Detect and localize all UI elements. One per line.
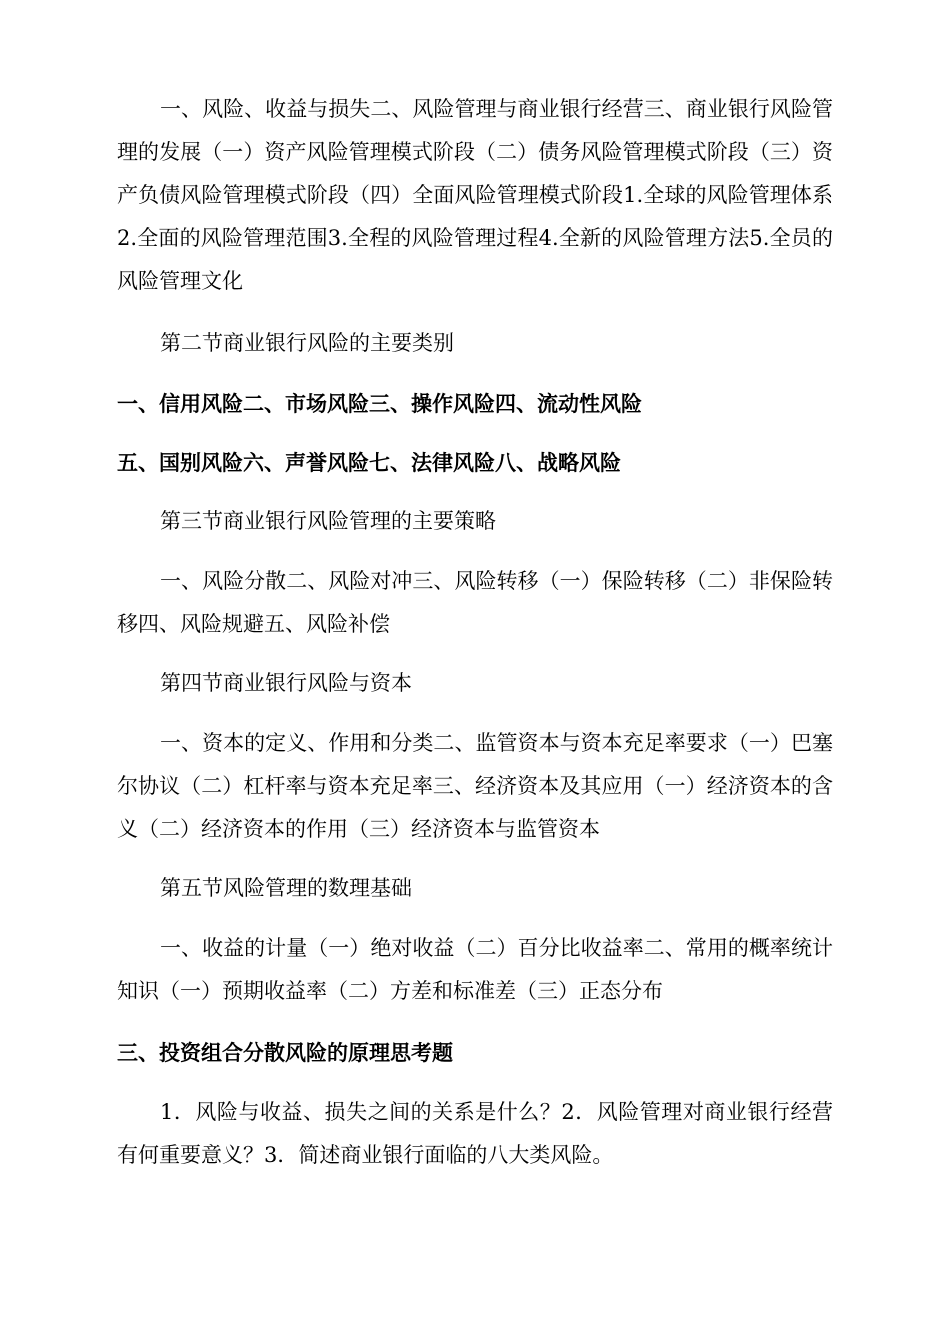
section-heading-2: 第二节商业银行风险的主要类别	[160, 331, 454, 355]
bold-list-risk-types-1: 一、信用风险二、市场风险三、操作风险四、流动性风险	[117, 391, 642, 416]
paragraph-review-questions: 1．风险与收益、损失之间的关系是什么？2．风险管理对商业银行经营有何重要意义？3．简述商业银行面临的八大类风险。	[117, 1100, 833, 1167]
paragraph-quantitative-basics: 一、收益的计量（一）绝对收益（二）百分比收益率二、常用的概率统计知识（一）预期收益率（二）方差和标准差（三）正态分布	[117, 936, 833, 1003]
bold-heading-portfolio-questions: 三、投资组合分散风险的原理思考题	[117, 1040, 453, 1065]
bold-list-risk-types-2: 五、国别风险六、声誉风险七、法律风险八、战略风险	[117, 450, 621, 475]
paragraph-capital: 一、资本的定义、作用和分类二、监管资本与资本充足率要求（一）巴塞尔协议（二）杠杆率与资本充足率三、经济资本及其应用（一）经济资本的含义（二）经济资本的作用（三）经济资本与监管资本	[117, 731, 833, 841]
section-heading-3: 第三节商业银行风险管理的主要策略	[160, 509, 496, 533]
paragraph-risk-strategies: 一、风险分散二、风险对冲三、风险转移（一）保险转移（二）非保险转移四、风险规避五、风险补偿	[117, 569, 833, 636]
paragraph-risk-management-development: 一、风险、收益与损失二、风险管理与商业银行经营三、商业银行风险管理的发展（一）资产风险管理模式阶段（二）债务风险管理模式阶段（三）资产负债风险管理模式阶段（四）全面风险管理模式阶段1.全球的风险管理体系2.全面的风险管理范围3.全程的风险管理过程4.全新的风险管理方法5.全员的风险管理文化	[117, 97, 833, 293]
section-heading-4: 第四节商业银行风险与资本	[160, 671, 412, 695]
section-heading-5: 第五节风险管理的数理基础	[160, 876, 412, 900]
